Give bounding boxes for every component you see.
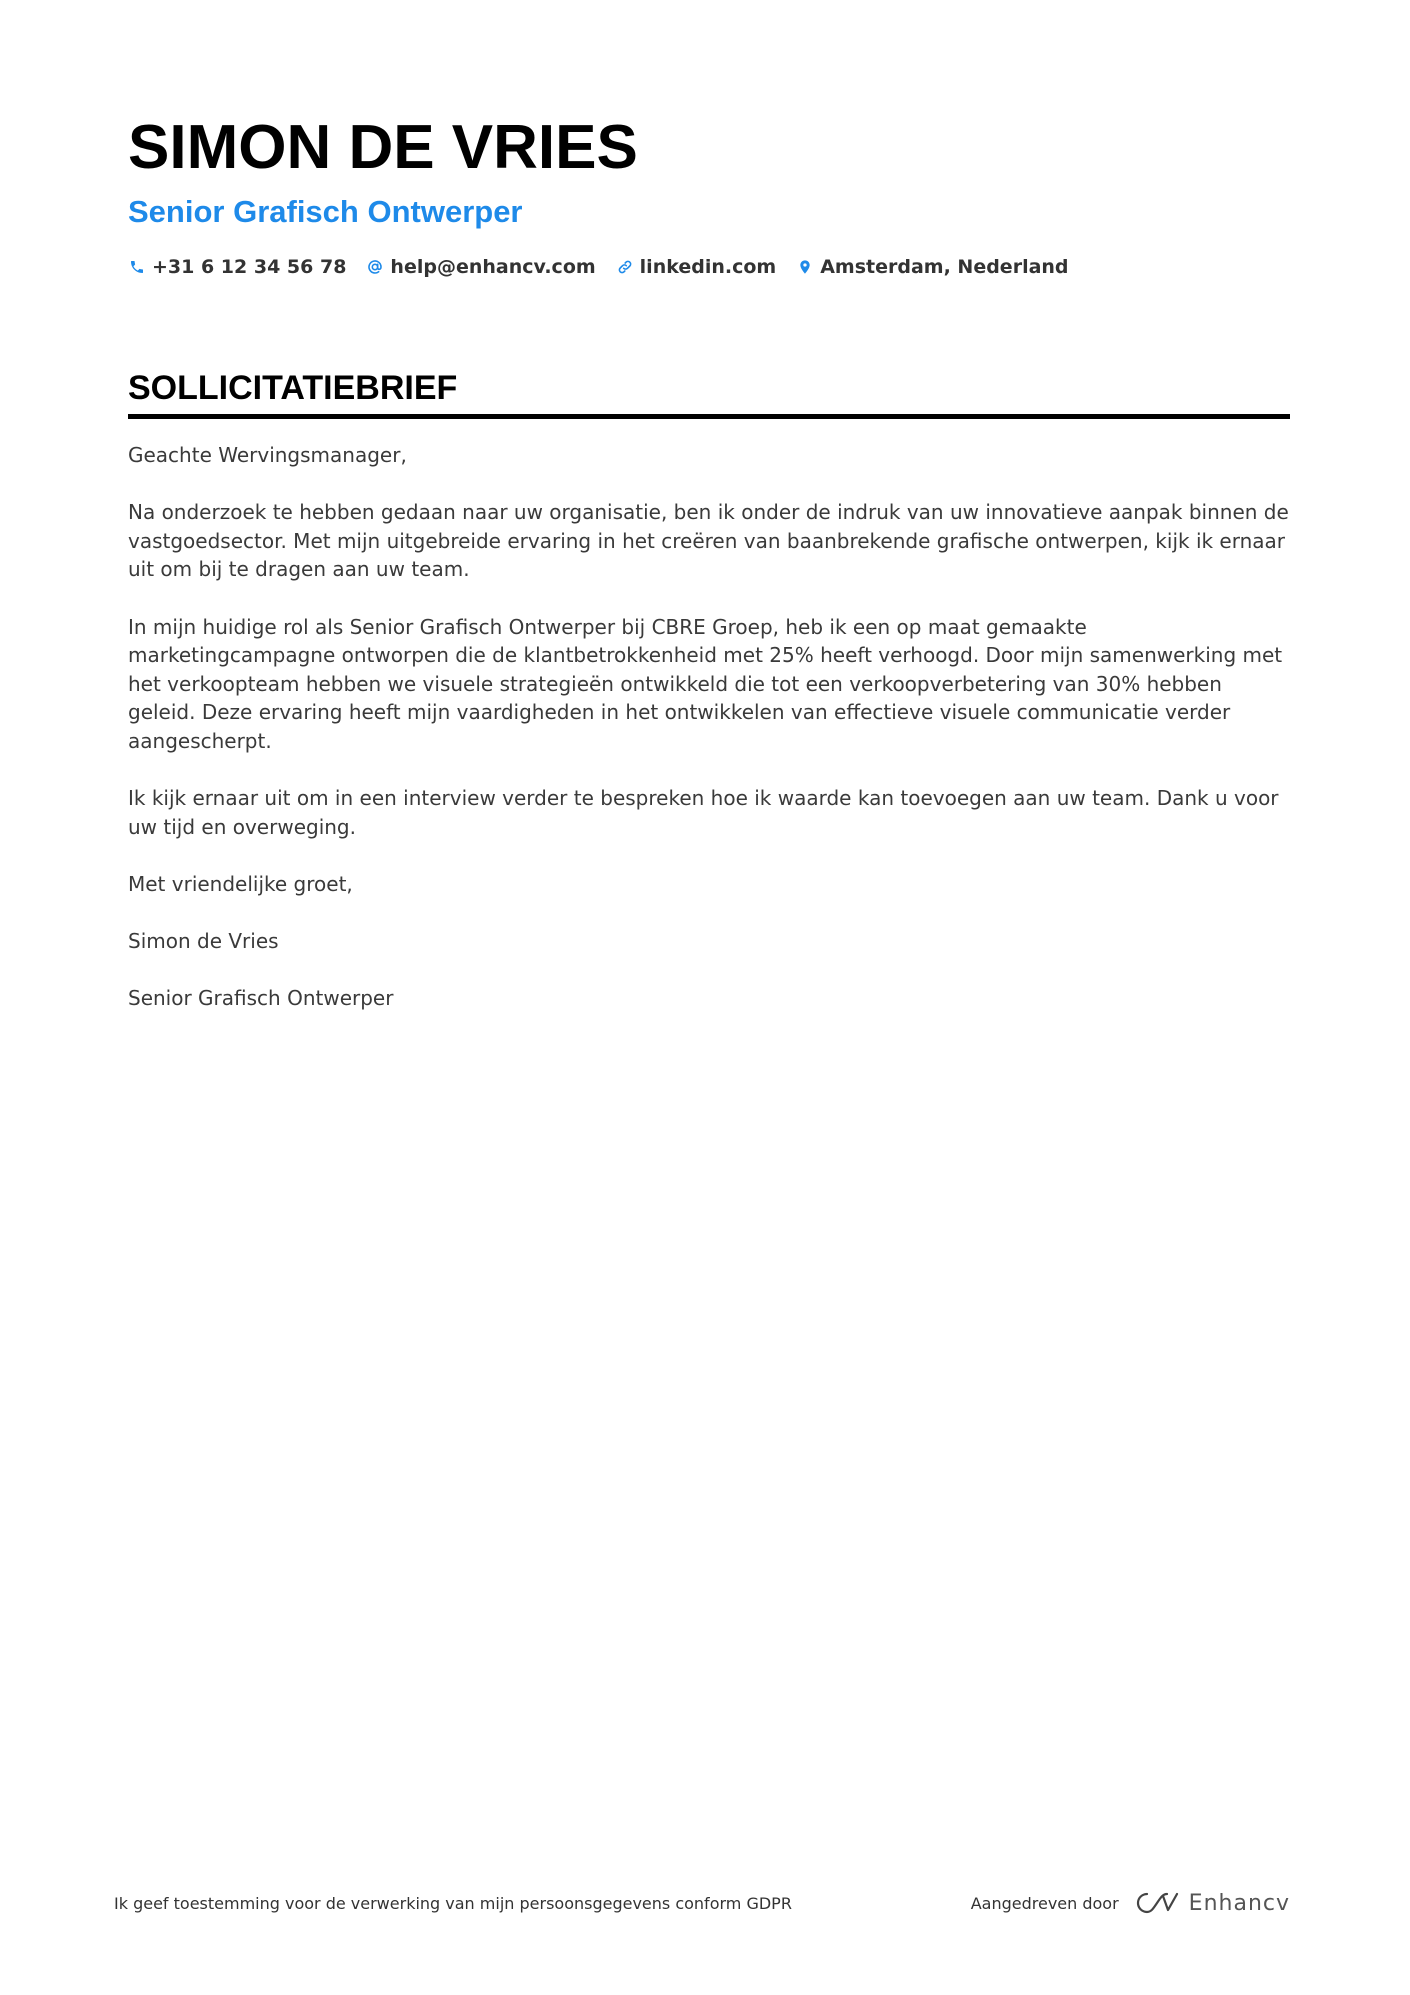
link-icon [616,257,634,277]
header [128,110,1288,278]
signature-title: Senior Grafisch Ontwerper [128,986,394,1011]
location-text: Amsterdam, Nederland [820,256,1069,278]
letter-body [128,441,1290,1013]
cover-letter-section [128,366,1290,1041]
signature-name: Simon de Vries [128,929,279,954]
contact-linkedin[interactable] [616,256,777,278]
powered-by-label: Aangedreven door [970,1893,1119,1913]
letter-paragraph-1: Na onderzoek te hebben gedaan naar uw organisatie, ben ik onder de indruk van uw innovatieve aanpak binnen de vastgoedsector. Met mijn uitgebreide ervaring in het creëren van baanbrekende grafische ontwerpen, kijk ik ernaar uit om bij te dragen aan uw team. [128,500,1289,582]
closing: Met vriendelijke groet, [128,871,353,896]
location-pin-icon [796,257,814,277]
powered-by[interactable] [971,1890,1290,1916]
at-icon [366,257,384,277]
contact-email[interactable] [366,256,595,278]
footer [114,1890,1290,1916]
gdpr-consent: Ik geef toestemming voor de verwerking van mijn persoonsgegevens conform GDPR [114,1893,792,1913]
email-link[interactable]: help@enhancv.com [390,256,596,278]
enhancv-logo-icon [1133,1890,1181,1916]
section-title: SOLLICITATIEBRIEF [128,366,1290,419]
contact-phone [128,256,346,278]
phone-text: +31 6 12 34 56 78 [152,256,347,278]
candidate-name: SIMON DE VRIES [128,113,638,182]
phone-icon [128,257,146,277]
letter-paragraph-2: In mijn huidige rol als Senior Grafisch Ontwerper bij CBRE Groep, heb ik een op maat gemaakte marketingcampagne ontworpen die de klantbetrokkenheid met 25% heeft verhoogd. Door mijn samenwerking met het verkoopteam hebben we visuele strategieën ontwikkeld die tot een verkoopverbetering van 30% hebben geleid. Deze ervaring heeft mijn vaardigheden in het ontwikkelen van effectieve visuele communicatie verder aangescherpt. [128,614,1283,753]
candidate-title: Senior Grafisch Ontwerper [128,194,523,229]
enhancv-brand: Enhancv [1188,1890,1290,1916]
contact-bar [128,256,1288,278]
salutation: Geachte Wervingsmanager, [128,443,407,467]
letter-paragraph-3: Ik kijk ernaar uit om in een interview verder te bespreken hoe ik waarde kan toevoegen aan uw team. Dank u voor uw tijd en overweging. [128,786,1279,839]
contact-location [796,256,1068,278]
linkedin-link[interactable]: linkedin.com [639,256,777,278]
